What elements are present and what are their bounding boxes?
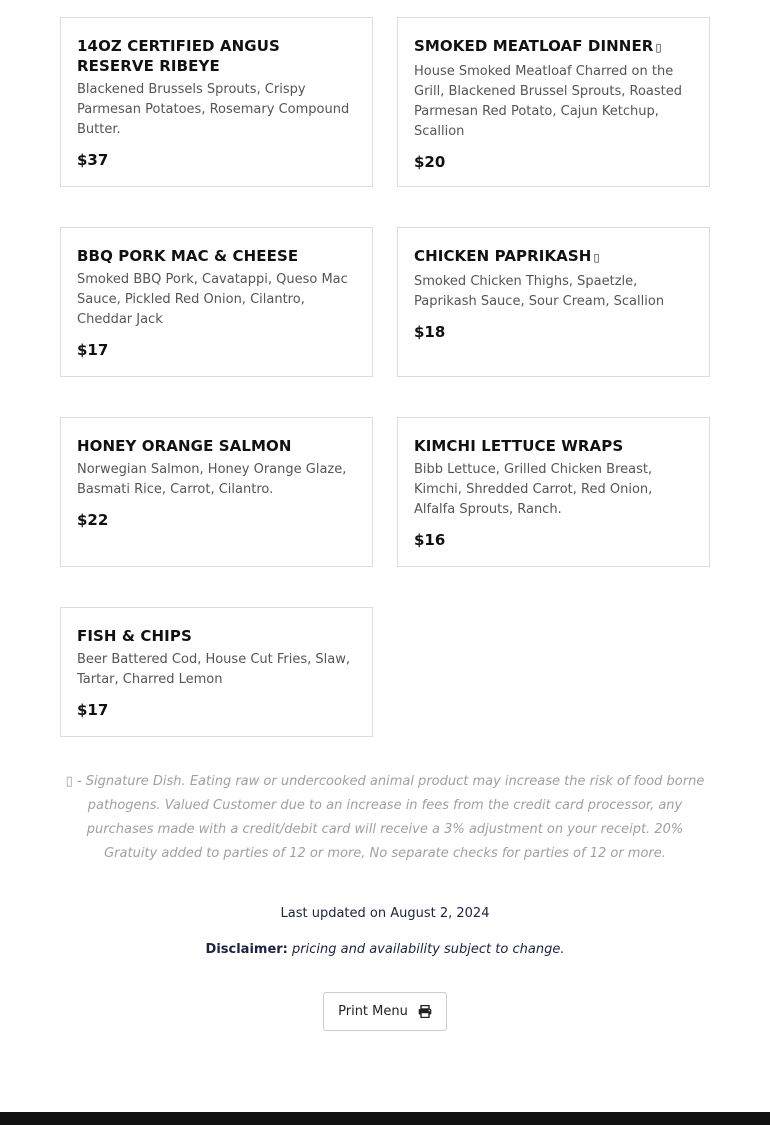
menu-item-name: KIMCHI LETTUCE WRAPS [414,437,624,455]
menu-item-card [60,417,373,567]
menu-item-name: CHICKEN PAPRIKASH ▯ [414,247,600,265]
menu-item-description: Bibb Lettuce, Grilled Chicken Breast, Kimchi, Shredded Carrot, Red Onion, Alfalfa Sprouts, Ranch. [414,462,653,517]
menu-item-price: $17 [77,701,109,719]
menu-item-card [397,227,710,377]
signature-dish-icon: ▯ [593,251,600,264]
menu-item-card [60,17,373,187]
menu-item-description: Smoked BBQ Pork, Cavatappi, Queso Mac Sauce, Pickled Red Onion, Cilantro, Cheddar Jack [77,272,348,327]
menu-item-card [60,227,373,377]
menu-item-description: Norwegian Salmon, Honey Orange Glaze, Basmati Rice, Carrot, Cilantro. [77,462,347,497]
menu-item-name: FISH & CHIPS [77,627,192,645]
menu-item-price: $16 [414,531,446,549]
menu-item-name: HONEY ORANGE SALMON [77,437,292,455]
menu-item-card [397,417,710,567]
menu-item-name: BBQ PORK MAC & CHEESE [77,247,299,265]
disclaimer [0,942,770,957]
menu-item-price: $22 [77,511,109,529]
menu-item-name: SMOKED MEATLOAF DINNER ▯ [414,37,662,55]
menu-item-card [60,607,373,737]
menu-item-name: 14OZ CERTIFIED ANGUS RESERVE RIBEYE [77,37,280,75]
menu-item-price: $37 [77,151,109,169]
menu-item-description: Smoked Chicken Thighs, Spaetzle, Paprikash Sauce, Sour Cream, Scallion [414,274,665,309]
signature-dish-footnote: ▯ - Signature Dish. Eating raw or undercooked animal product may increase the risk of food borne pathogens. Valued Customer due to an increase in fees from the credit card processor, any purchases made with a credit/debit card will receive a 3% adjustment on your receipt. 20% Gratuity added to parties of 12 or more, No separate checks for parties of 12 or more. [65,774,705,861]
print-menu-button[interactable] [323,992,447,1031]
menu-item-description: House Smoked Meatloaf Charred on the Grill, Blackened Brussel Sprouts, Roasted Parmesan Red Potato, Cajun Ketchup, Scallion [414,64,683,139]
footer-bar [0,1112,770,1125]
disclaimer-label: Disclaimer: [205,942,288,957]
menu-item-description: Beer Battered Cod, House Cut Fries, Slaw, Tartar, Charred Lemon [77,652,350,687]
last-updated-text: Last updated on August 2, 2024 [280,906,490,921]
menu-item-price: $17 [77,341,109,359]
menu-item-card [397,17,710,187]
menu-item-price: $18 [414,323,446,341]
disclaimer-text: pricing and availability subject to change. [292,942,565,957]
printer-icon [418,1005,432,1018]
print-menu-label: Print Menu [338,1004,408,1019]
menu-item-price: $20 [414,153,446,171]
signature-dish-icon: ▯ [655,41,662,54]
menu-item-description: Blackened Brussels Sprouts, Crispy Parmesan Potatoes, Rosemary Compound Butter. [77,82,350,137]
